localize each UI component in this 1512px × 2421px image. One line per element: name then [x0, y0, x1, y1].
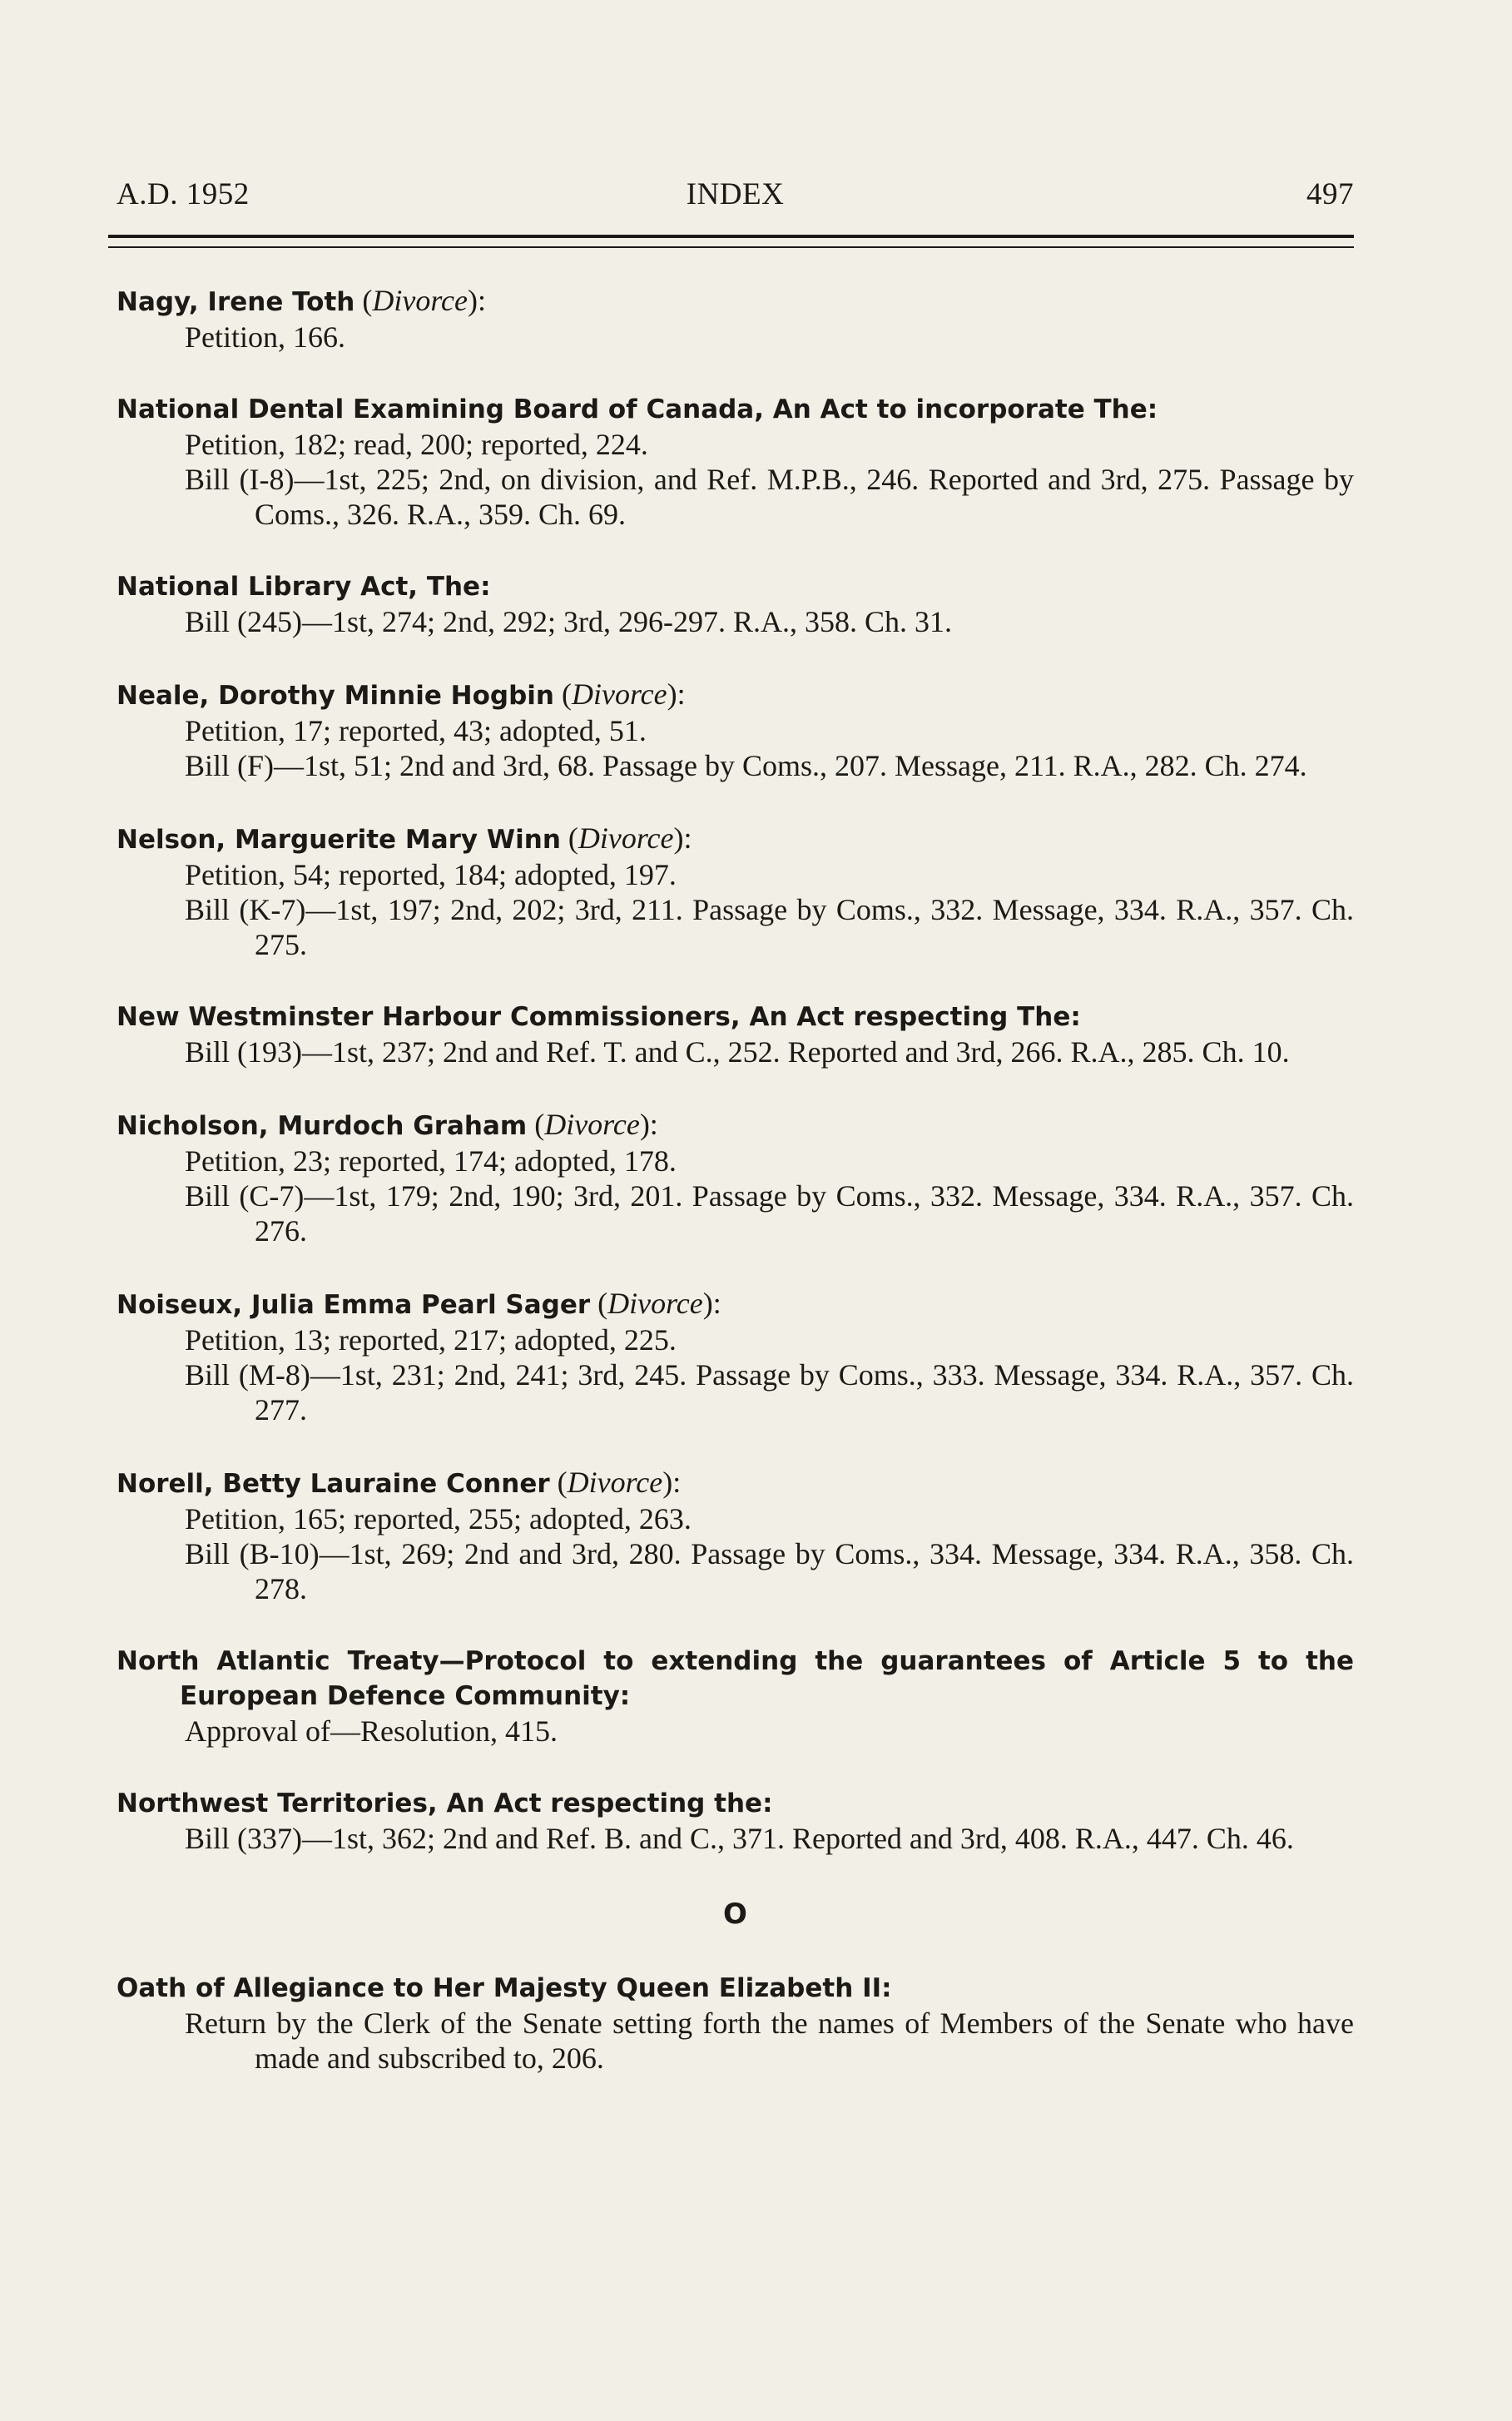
entry-subline: Petition, 166. [185, 320, 346, 354]
entry-subline: Bill (K-7)—1st, 197; 2nd, 202; 3rd, 211. Passage by Coms., 332. Message, 334. R.A., 357. Ch. 275. [185, 893, 1354, 961]
index-entry [116, 1107, 1354, 1248]
entry-heading-text: Noiseux, Julia Emma Pearl Sager [116, 1290, 591, 1320]
entry-heading [116, 283, 1354, 320]
entry-subline: Bill (F)—1st, 51; 2nd and 3rd, 68. Passage by Coms., 207. Message, 211. R.A., 282. Ch. 274. [185, 749, 1307, 782]
entry-qualifier: (Divorce): [354, 284, 486, 317]
entry-qualifier: (Divorce): [527, 1108, 658, 1141]
entry-subline: Petition, 165; reported, 255; adopted, 263. [185, 1502, 692, 1535]
entry-heading-text: Norell, Betty Lauraine Conner [116, 1469, 550, 1499]
entry-heading-text: Oath of Allegiance to Her Majesty Queen Elizabeth II: [116, 1973, 892, 2003]
entry-subline: Bill (337)—1st, 362; 2nd and Ref. B. and C., 371. Reported and 3rd, 408. R.A., 447. Ch. 46. [185, 1822, 1294, 1855]
running-head-date: A.D. 1952 [116, 177, 250, 211]
entry-subline: Bill (B-10)—1st, 269; 2nd and 3rd, 280. Passage by Coms., 334. Message, 334. R.A., 358. Ch. 278. [185, 1537, 1354, 1605]
entry-subline: Petition, 17; reported, 43; adopted, 51. [185, 714, 647, 747]
index-entry [116, 1465, 1354, 1606]
entry-heading [116, 1786, 1354, 1821]
entry-qualifier-text: Divorce [544, 1108, 640, 1141]
entry-subline: Approval of—Resolution, 415. [185, 1714, 558, 1748]
index-entry [116, 677, 1354, 783]
entry-heading [116, 1286, 1354, 1322]
entry-subline: Bill (C-7)—1st, 179; 2nd, 190; 3rd, 201. Passage by Coms., 332. Message, 334. R.A., 357. Ch. 276. [185, 1179, 1354, 1248]
index-entry [116, 1286, 1354, 1427]
entry-qualifier: (Divorce): [549, 1466, 682, 1499]
entry-heading-text: Neale, Dorothy Minnie Hogbin [116, 681, 554, 711]
index-content [116, 283, 1354, 2113]
entry-heading [116, 1465, 1354, 1501]
entry-heading-text: National Dental Examining Board of Canada, An Act to incorporate The: [116, 394, 1158, 424]
entry-qualifier-text: Divorce [572, 677, 667, 711]
entries-section-n [116, 283, 1354, 1856]
entry-heading [116, 569, 1354, 604]
entry-subline: Return by the Clerk of the Senate setting forth the names of Members of the Senate who have made and subscribed to, 206. [185, 2007, 1354, 2075]
index-entry [116, 569, 1354, 639]
index-entry [116, 392, 1354, 532]
entry-heading-text: North Atlantic Treaty—Protocol to extending the guarantees of Article 5 to the European Defence Community: [116, 1646, 1354, 1711]
entry-heading [116, 1971, 1354, 2006]
entry-qualifier-text: Divorce [607, 1287, 703, 1320]
entries-section-o [116, 1971, 1354, 2076]
index-entry [116, 1000, 1354, 1069]
header-double-rule [108, 235, 1354, 248]
entry-qualifier-text: Divorce [567, 1466, 663, 1499]
index-entry [116, 283, 1354, 355]
running-head [116, 176, 1354, 221]
entry-qualifier-text: Divorce [372, 284, 468, 317]
entry-qualifier-text: Divorce [578, 821, 674, 855]
entry-subline: Bill (M-8)—1st, 231; 2nd, 241; 3rd, 245. Passage by Coms., 333. Message, 334. R.A., 357. Ch. 277. [185, 1358, 1354, 1426]
entry-heading-text: Nagy, Irene Toth [116, 287, 355, 317]
entry-heading [116, 821, 1354, 857]
entry-subline: Bill (193)—1st, 237; 2nd and Ref. T. and C., 252. Reported and 3rd, 266. R.A., 285. Ch. 10. [185, 1035, 1290, 1069]
entry-heading [116, 392, 1354, 427]
index-entry [116, 1971, 1354, 2076]
entry-qualifier: (Divorce): [560, 821, 692, 855]
entry-subline: Petition, 13; reported, 217; adopted, 225. [185, 1323, 677, 1357]
entry-subline: Petition, 182; read, 200; reported, 224. [185, 428, 648, 461]
entry-qualifier: (Divorce): [554, 677, 686, 711]
entry-subline: Bill (245)—1st, 274; 2nd, 292; 3rd, 296-297. R.A., 358. Ch. 31. [185, 605, 953, 638]
index-entry [116, 821, 1354, 962]
index-entry [116, 1786, 1354, 1856]
entry-heading-text: National Library Act, The: [116, 572, 491, 602]
entry-heading [116, 1644, 1354, 1714]
entry-heading [116, 1000, 1354, 1034]
entry-heading-text: Nelson, Marguerite Mary Winn [116, 825, 561, 855]
entry-heading-text: Northwest Territories, An Act respecting the: [116, 1788, 773, 1818]
entry-qualifier: (Divorce): [590, 1287, 721, 1320]
entry-subline: Petition, 23; reported, 174; adopted, 178. [185, 1144, 677, 1178]
running-head-title: INDEX [686, 177, 785, 211]
entry-heading-text: New Westminster Harbour Commissioners, An Act respecting The: [116, 1002, 1081, 1032]
entry-subline: Bill (I-8)—1st, 225; 2nd, on division, and Ref. M.P.B., 246. Reported and 3rd, 275. Passage by Coms., 326. R.A., 359. Ch. 69. [185, 463, 1354, 531]
entry-subline: Petition, 54; reported, 184; adopted, 197. [185, 858, 677, 891]
section-letter: O [723, 1898, 747, 1931]
page-number: 497 [1306, 177, 1354, 211]
entry-heading [116, 677, 1354, 713]
entry-heading-text: Nicholson, Murdoch Graham [116, 1111, 528, 1141]
entry-heading [116, 1107, 1354, 1144]
index-entry [116, 1644, 1354, 1749]
